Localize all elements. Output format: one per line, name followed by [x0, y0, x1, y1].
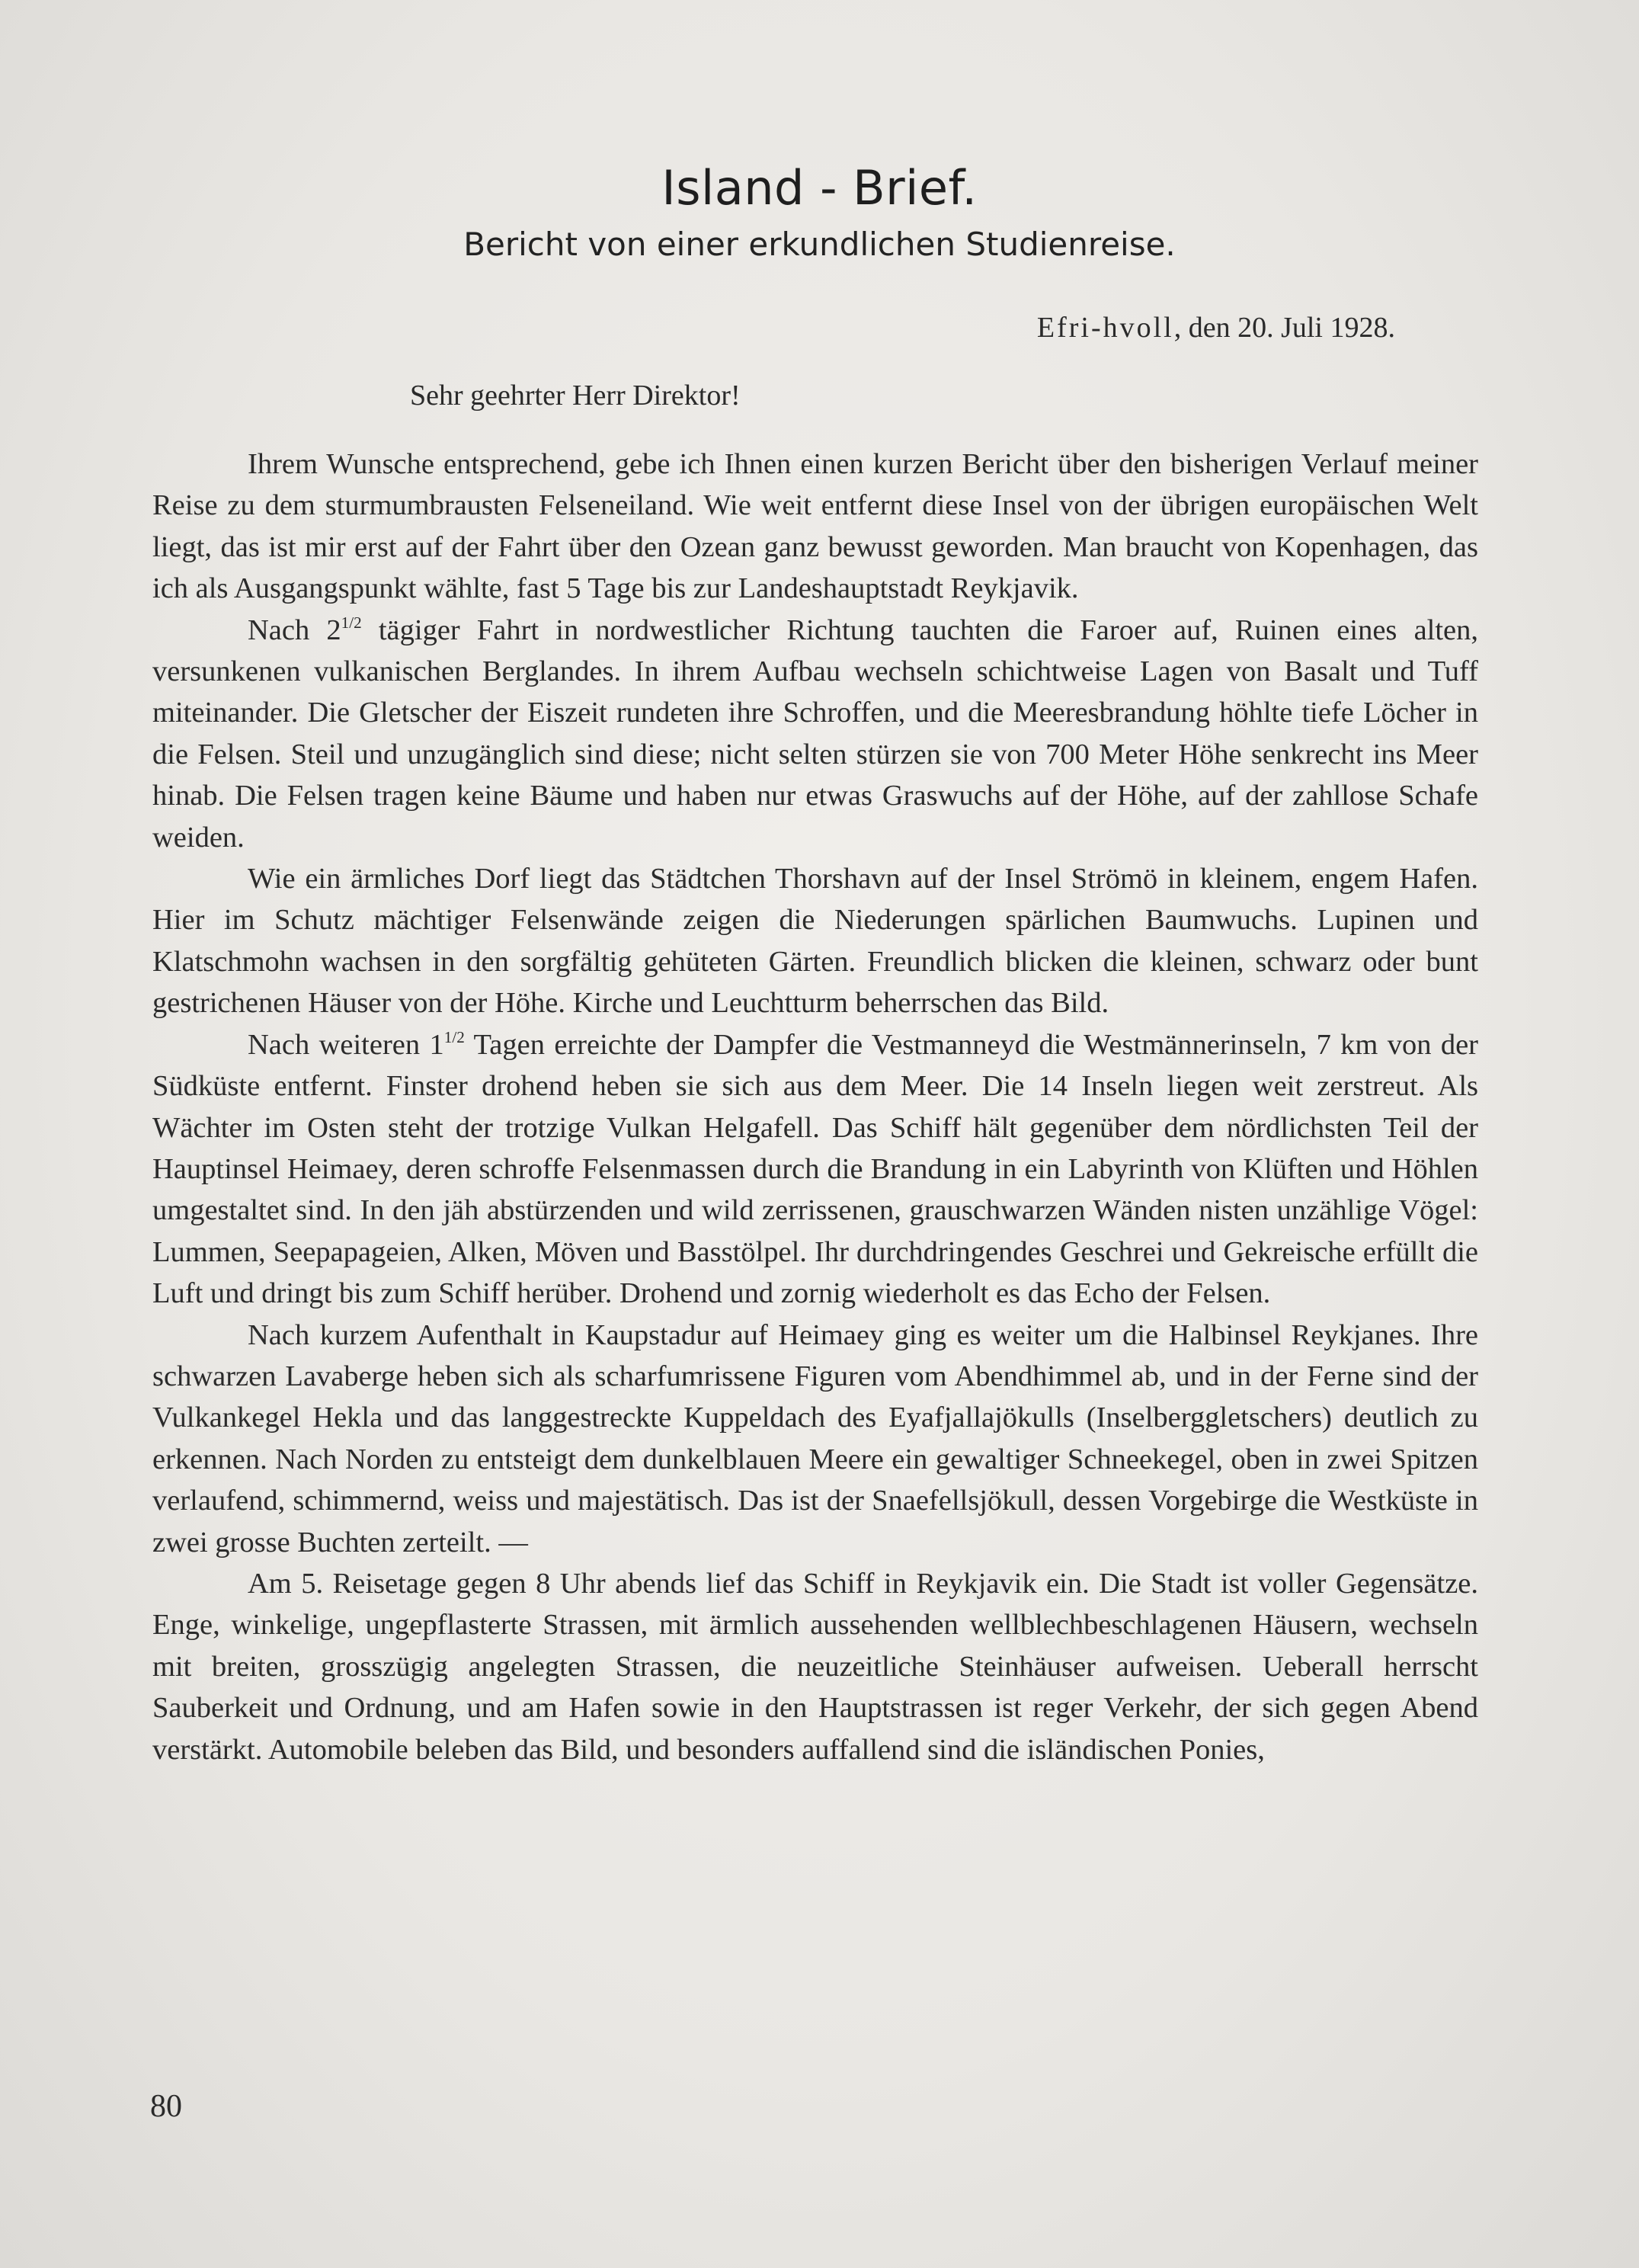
paragraph-2-lead: Nach 2 — [248, 613, 341, 646]
fraction-half: 1/2 — [443, 1027, 465, 1046]
fraction-half: 1/2 — [341, 613, 362, 632]
page-title: Island - Brief. — [661, 160, 978, 216]
page-subtitle: Bericht von einer erkundlichen Studienreise. — [463, 226, 1176, 263]
paragraph-3: Wie ein ärmliches Dorf liegt das Städtchen Thorshavn auf der Insel Strömö in kleinem, engem Hafen. Hier im Schutz mächtiger Felsenwände zeigen die Niederungen spärlichen Baumwuchs. Lupinen und Klatschmohn wachsen in den sorgfältig gehüteten Gärten. Freundlich blicken die kleinen, schwarz oder bunt gestrichenen Häuser von der Höhe. Kirche und Leuchtturm beherrschen das Bild. — [152, 863, 1478, 1020]
dateline-place: Efri-hvoll — [1036, 312, 1174, 344]
dateline — [1037, 311, 1395, 344]
paragraph-4 — [152, 1024, 1478, 1315]
paragraph-5: Nach kurzem Aufenthalt in Kaupstadur auf Heimaey ging es weiter um die Halbinsel Reykjanes. Ihre schwarzen Lavaberge heben sich als scharfumrissene Figuren vom Abendhimmel ab, und in der Ferne sind der Vulkankegel Hekla und das langgestreckte Kuppeldach des Eyafjallajökulls (Inselberggletschers) deutlich zu erkennen. Nach Norden zu entsteigt dem dunkelblauen Meere ein gewaltiger Schneekegel, oben in zwei Spitzen verlaufend, schimmernd, weiss und majestätisch. Das ist der Snaefellsjökull, dessen Vorgebirge die Westküste in zwei grosse Buchten zerteilt. — — [152, 1318, 1478, 1558]
paragraph-4-lead: Nach weiteren 1 — [248, 1028, 444, 1061]
paragraph-4-text: Tagen erreichte der Dampfer die Vestmanneyd die Westmännerinseln, 7 km von der Südküste entfernt. Finster drohend heben sie sich aus dem Meer. Die 14 Inseln liegen weit zerstreut. Als Wächter im Osten steht der trotzige Vulkan Helgafell. Das Schiff hält gegenüber dem nördlichsten Teil der Hauptinsel Heimaey, deren schroffe Felsenmassen durch die Brandung in ein Labyrinth von Klüften und Höhlen umgestaltet sind. In den jäh abstürzenden und wild zerrissenen, grauschwarzen Wänden nisten unzählige Vögel: Lummen, Seepapageien, Alken, Möven und Basstölpel. Ihr durchdringendes Geschrei und Gekreische erfüllt die Luft und dringt bis zum Schiff herüber. Drohend und zornig wiederholt es das Echo der Felsen. — [152, 1028, 1479, 1310]
paragraph-2 — [152, 610, 1478, 858]
salutation: Sehr geehrter Herr Direktor! — [410, 380, 741, 412]
page-number: 80 — [150, 2089, 182, 2124]
paragraph-6: Am 5. Reisetage gegen 8 Uhr abends lief das Schiff in Reykjavik ein. Die Stadt ist voller Gegensätze. Enge, winkelige, ungepflasterte Strassen, mit ärmlich aussehenden wellblechbeschlagenen Häusern, wechseln mit breiten, grosszügig angelegten Strassen, die neuzeitliche Steinhäuser aufweisen. Ueberall herrscht Sauberkeit und Ordnung, und am Hafen sowie in den Hauptstrassen ist reger Verkehr, der sich gegen Abend verstärkt. Automobile beleben das Bild, und besonders auffallend sind die isländischen Ponies, — [152, 1567, 1478, 1766]
paragraph-2-text: tägiger Fahrt in nordwestlicher Richtung tauchten die Faroer auf, Ruinen eines alten, versunkenen vulkanischen Berglandes. In ihrem Aufbau wechseln schichtweise Lagen von Basalt und Tuff miteinander. Die Gletscher der Eiszeit rundeten ihre Schroffen, und die Meeresbrandung höhlte tiefe Löcher in die Felsen. Steil und unzugänglich sind diese; nicht selten stürzen sie von 700 Meter Höhe senkrecht ins Meer hinab. Die Felsen tragen keine Bäume und haben nur etwas Graswuchs auf der Höhe, auf der zahllose Schafe weiden. — [152, 613, 1479, 854]
paragraph-1: Ihrem Wunsche entsprechend, gebe ich Ihnen einen kurzen Bericht über den bisherigen Verlauf meiner Reise zu dem sturmumbrausten Felseneiland. Wie weit entfernt diese Insel von der übrigen europäischen Welt liegt, das ist mir erst auf der Fahrt über den Ozean ganz bewusst geworden. Man braucht von Kopenhagen, das ich als Ausgangspunkt wählte, fast 5 Tage bis zur Landeshauptstadt Reykjavik. — [152, 448, 1478, 605]
letter-body — [152, 444, 1478, 1770]
dateline-date: , den 20. Juli 1928. — [1173, 312, 1395, 344]
